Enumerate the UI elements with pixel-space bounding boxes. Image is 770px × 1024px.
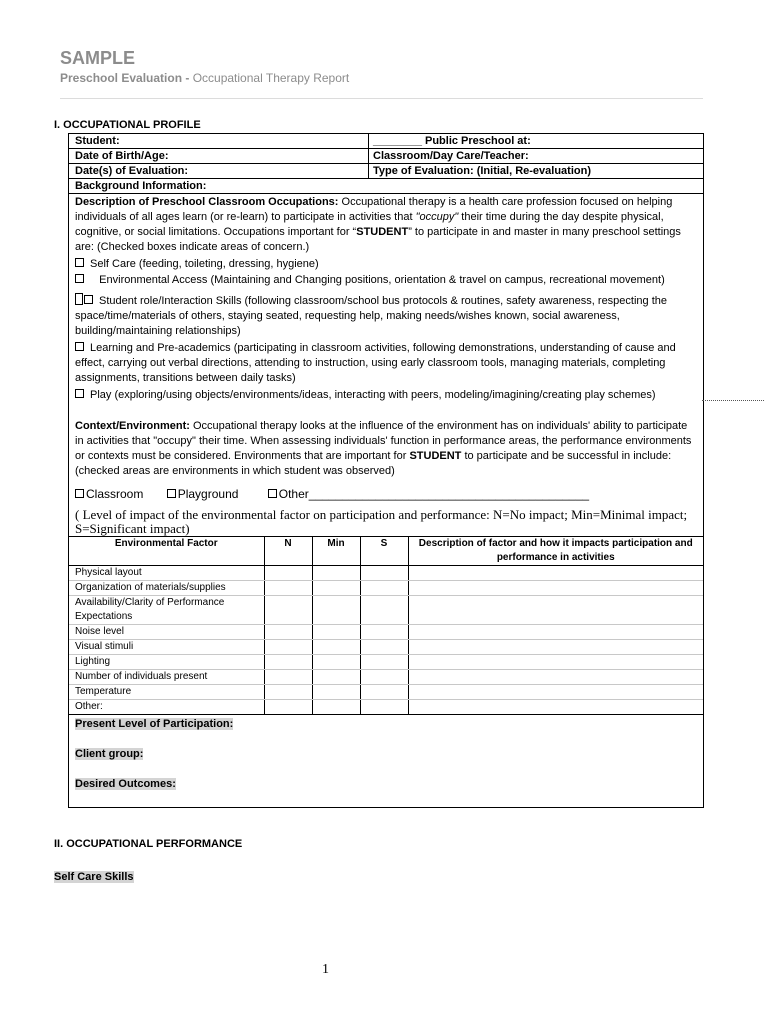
factor-cell: Visual stimuli [69,640,264,655]
n-cell[interactable] [264,685,312,700]
checkbox-self-care[interactable] [75,258,84,267]
occupation-self-care: Self Care (feeding, toileting, dressing, hygiene) [90,258,319,270]
table-row [69,670,703,685]
checkbox-student-role[interactable] [84,295,93,304]
description-cell[interactable] [408,581,703,596]
min-cell[interactable] [312,596,360,625]
description-cell[interactable] [408,655,703,670]
env-playground: Playground [177,487,239,501]
table-row [69,640,703,655]
document-subtitle [60,71,349,85]
checkmark-glyph-icon [75,293,83,305]
factor-cell: Physical layout [69,566,264,581]
document-title: SAMPLE [60,48,136,68]
profile-row-student [69,134,703,149]
min-cell[interactable] [312,566,360,581]
s-cell[interactable] [360,700,408,715]
factor-cell: Lighting [69,655,264,670]
col-environmental-factor: Environmental Factor [69,537,264,566]
desc-text-2: their time during the day despite physical, cognitive, or social limitations. Occupations important for “ [75,211,664,238]
description-cell[interactable] [408,640,703,655]
table-header-row [69,537,703,566]
desc-student: STUDENT [356,226,409,238]
table-row [69,596,703,625]
checkbox-learning[interactable] [75,342,84,351]
occupation-learning: Learning and Pre-academics (participating in classroom activities, following demonstrations, understanding of cause and effect, carrying out verbal directions, attending to instruction, using early classroom tools, managing materials, completing assignments, transitions between daily tasks) [75,342,676,384]
page-number: 1 [322,962,329,977]
table-row [69,685,703,700]
n-cell[interactable] [264,700,312,715]
context-student: STUDENT [409,450,462,462]
min-cell[interactable] [312,640,360,655]
min-cell[interactable] [312,685,360,700]
description-cell[interactable] [408,685,703,700]
eval-type-label: Type of Evaluation: (Initial, Re-evaluation) [373,165,591,177]
s-cell[interactable] [360,566,408,581]
description-cell[interactable] [408,625,703,640]
checkbox-environmental-access[interactable] [75,274,84,283]
env-classroom: Classroom [86,487,144,501]
table-row [69,581,703,596]
s-cell[interactable] [360,596,408,625]
description-cell[interactable] [408,700,703,715]
n-cell[interactable] [264,670,312,685]
occupation-play: Play (exploring/using objects/environments/ideas, interacting with peers, modeling/imagining/creating play schemes) [90,389,656,401]
checkbox-playground[interactable] [167,489,176,498]
col-description: Description of factor and how it impacts participation and performance in activities [408,537,703,566]
dob-label: Date of Birth/Age: [69,149,369,163]
checkbox-classroom[interactable] [75,489,84,498]
dotted-margin-line [702,400,764,401]
preschool-label: ________ Public Preschool at: [373,135,531,147]
s-cell[interactable] [360,640,408,655]
description-cell[interactable] [408,596,703,625]
section2-heading: II. OCCUPATIONAL PERFORMANCE [54,838,243,850]
factor-cell: Availability/Clarity of Performance Expectations [69,596,264,625]
context-lead: Context/Environment: [75,420,190,432]
n-cell[interactable] [264,566,312,581]
s-cell[interactable] [360,670,408,685]
checkbox-play[interactable] [75,389,84,398]
student-label: Student: [69,134,369,148]
present-level-label: Present Level of Participation: [75,718,234,730]
occupations-lead: Description of Preschool Classroom Occupations: [75,196,339,208]
s-cell[interactable] [360,685,408,700]
occupation-environmental-access: Environmental Access (Maintaining and Changing positions, orientation & travel on campus, recreational movement) [99,274,665,286]
description-cell[interactable] [408,566,703,581]
table-row [69,700,703,715]
env-other: Other__________________________________________ [278,487,590,501]
occupations-description [69,194,703,502]
min-cell[interactable] [312,625,360,640]
description-cell[interactable] [408,670,703,685]
n-cell[interactable] [264,581,312,596]
profile-row-dob [69,149,703,164]
profile-row-eval-date [69,164,703,179]
desc-text-1: Occupational therapy is a health care profession focused on helping individuals of all ages learn (or re-learn) to participate in activities that [75,196,673,223]
min-cell[interactable] [312,655,360,670]
col-n: N [264,537,312,566]
section1-heading: I. OCCUPATIONAL PROFILE [54,119,201,131]
impact-note: ( Level of impact of the environmental factor on participation and performance: N=No impact; Min=Minimal impact; S=Significant impact) [75,507,688,536]
client-group-label: Client group: [75,748,144,760]
table-row [69,625,703,640]
n-cell[interactable] [264,596,312,625]
col-min: Min [312,537,360,566]
checkbox-other[interactable] [268,489,277,498]
context-text-2: to participate and be successful in include: (checked areas are environments in which student was observed) [75,450,672,477]
background-label: Background Information: [69,179,703,194]
n-cell[interactable] [264,655,312,670]
environmental-factors-table [69,536,703,715]
subtitle-bold: Preschool Evaluation - [60,71,193,85]
subtitle-rest: Occupational Therapy Report [192,71,350,85]
occupation-student-role: Student role/Interaction Skills (following classroom/school bus protocols & routines, safety awareness, respecting the space/time/materials of others, staying seated, requesting help, making needs/wishes known, social awareness, building/maintaining relationships) [75,295,668,337]
n-cell[interactable] [264,640,312,655]
min-cell[interactable] [312,700,360,715]
min-cell[interactable] [312,670,360,685]
factor-cell: Number of individuals present [69,670,264,685]
table-row [69,566,703,581]
context-text-1: Occupational therapy looks at the influence of the environment has on individuals' ability to participate in activities that "occupy" their time. When assessing individuals' function in performance areas, the performance environments or contexts must be considered. Environments that are important for [75,420,692,462]
col-s: S [360,537,408,566]
min-cell[interactable] [312,581,360,596]
desc-occupy: "occupy" [415,211,459,223]
desc-text-3: ” to participate in and master in many preschool settings are: (Checked boxes indicate areas of concern.) [75,226,681,253]
factor-cell: Temperature [69,685,264,700]
n-cell[interactable] [264,625,312,640]
header-divider [60,98,703,99]
factor-cell: Noise level [69,625,264,640]
eval-date-label: Date(s) of Evaluation: [69,164,369,178]
factor-cell: Other: [69,700,264,715]
s-cell[interactable] [360,581,408,596]
table-row [69,655,703,670]
occupational-profile-box [68,133,704,808]
s-cell[interactable] [360,625,408,640]
classroom-label: Classroom/Day Care/Teacher: [373,150,529,162]
self-care-skills-label: Self Care Skills [54,871,134,883]
factor-cell: Organization of materials/supplies [69,581,264,596]
desired-outcomes-label: Desired Outcomes: [75,778,176,790]
s-cell[interactable] [360,655,408,670]
